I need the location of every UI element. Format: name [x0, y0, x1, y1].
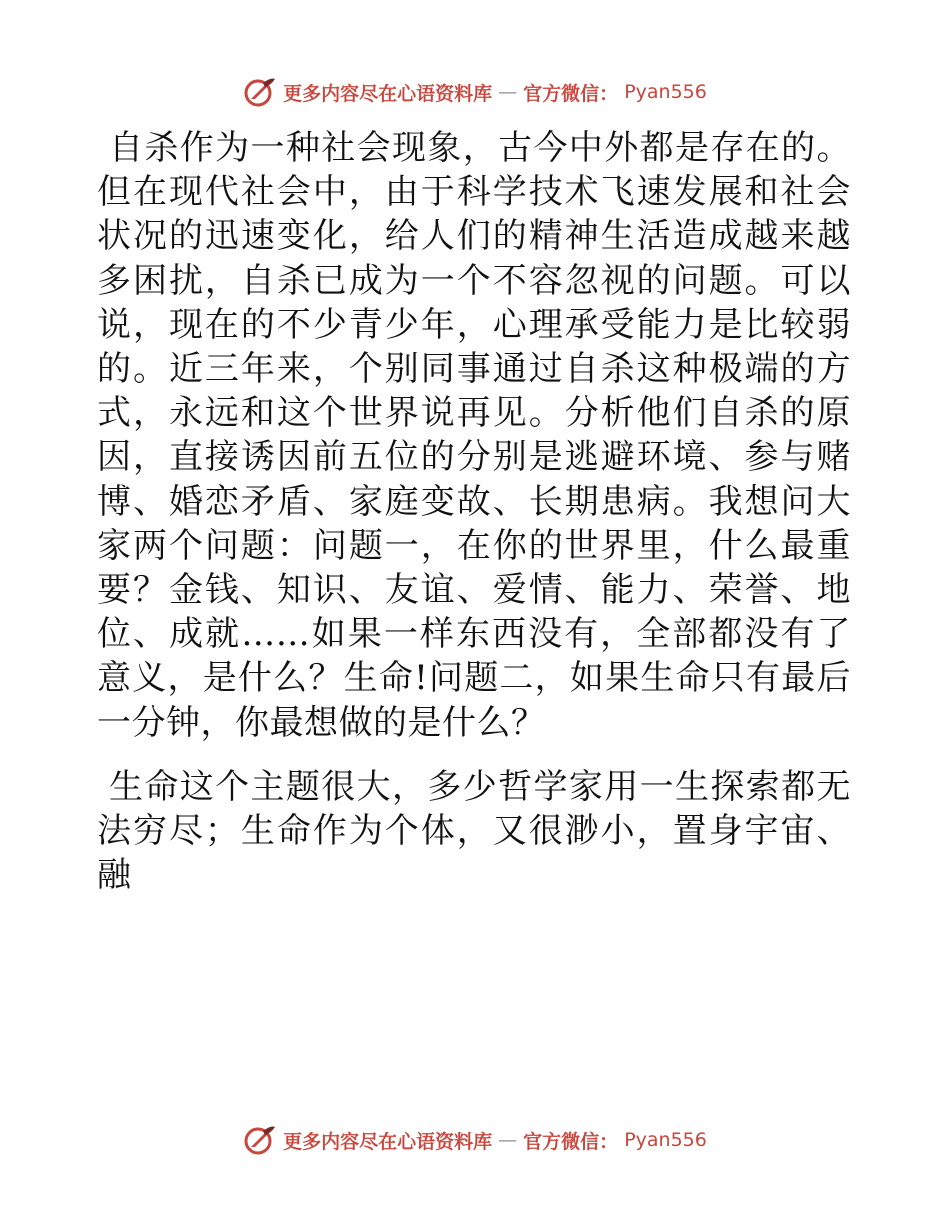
banner-wechat-label: 官方微信：: [523, 1130, 619, 1153]
banner-separator: —: [498, 81, 518, 103]
document-body: [97, 126, 851, 897]
paragraph-2: 生命这个主题很大，多少哲学家用一生探索都无法穷尽；生命作为个体，又很渺小，置身宇宙、融: [97, 766, 851, 896]
banner-site-text: 更多内容尽在心语资料库: [283, 82, 493, 105]
banner-wechat-label: 官方微信：: [523, 82, 619, 105]
banner-site-text: 更多内容尽在心语资料库: [283, 1130, 493, 1153]
banner-wechat-id: Pyan556: [624, 1129, 707, 1151]
red-circle-quill-logo-icon: [243, 75, 277, 109]
footer-banner: [0, 1120, 950, 1160]
header-banner: [0, 72, 950, 112]
paragraph-1: 自杀作为一种社会现象，古今中外都是存在的。但在现代社会中，由于科学技术飞速发展和社会状况的迅速变化，给人们的精神生活造成越来越多困扰，自杀已成为一个不容忽视的问题。可以说，现在的不少青少年，心理承受能力是比较弱的。近三年来，个别同事通过自杀这种极端的方式，永远和这个世界说再见。分析他们自杀的原因，直接诱因前五位的分别是逃避环境、参与赌博、婚恋矛盾、家庭变故、长期患病。我想问大家两个问题：问题一，在你的世界里，什么最重要？金钱、知识、友谊、爱情、能力、荣誉、地位、成就……如果一样东西没有，全部都没有了意义，是什么？生命!问题二，如果生命只有最后一分钟，你最想做的是什么？: [97, 128, 851, 743]
banner-wechat-id: Pyan556: [624, 81, 707, 103]
banner-separator: —: [498, 1129, 518, 1151]
red-circle-quill-logo-icon: [243, 1123, 277, 1157]
